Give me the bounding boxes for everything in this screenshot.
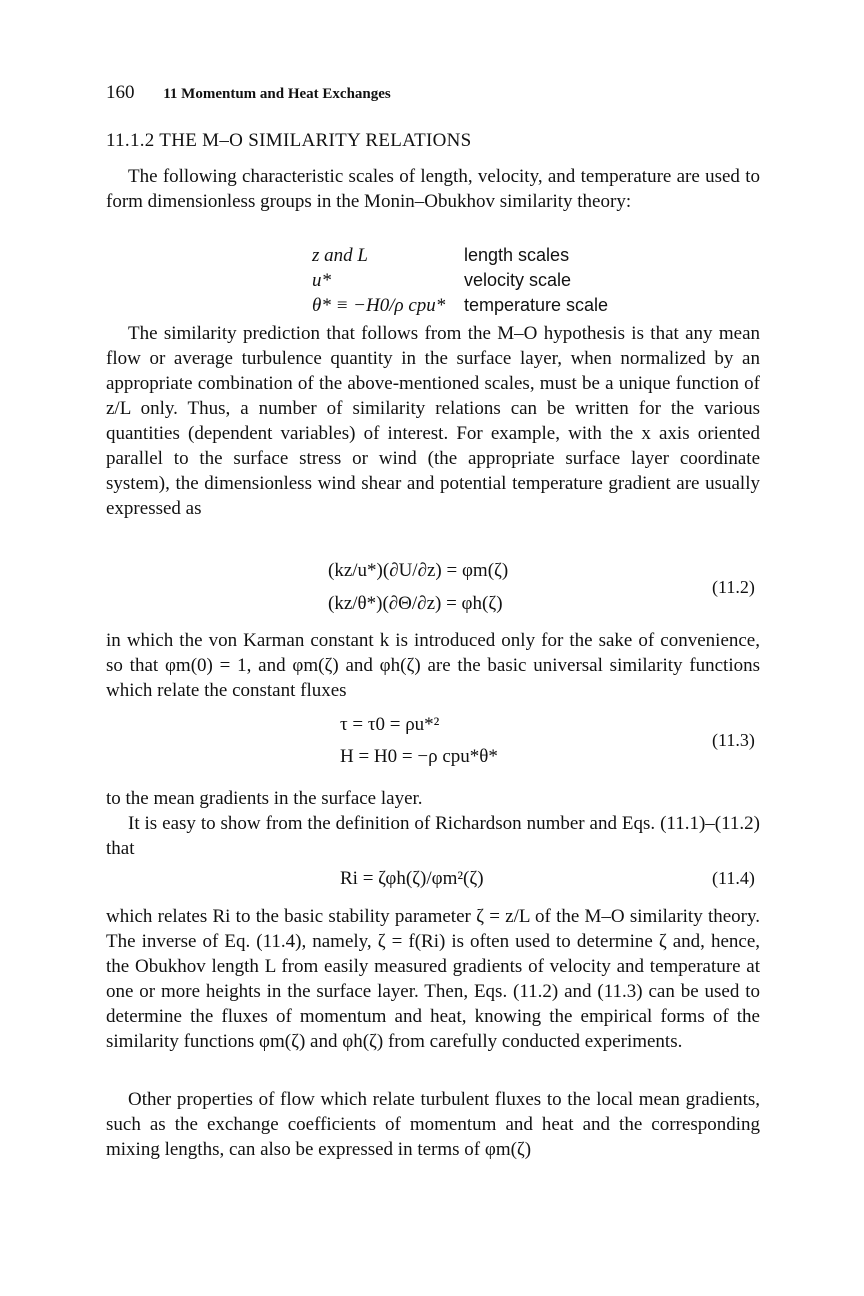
page-number: 160 bbox=[106, 82, 135, 103]
running-header bbox=[106, 82, 391, 104]
scale-symbol: u* bbox=[312, 270, 331, 291]
equation-11-3-line1: τ = τ0 = ρu*² bbox=[340, 714, 440, 735]
equation-11-4: Ri = ζφh(ζ)/φm²(ζ) bbox=[340, 868, 484, 889]
equation-11-3-line2: H = H0 = −ρ cpu*θ* bbox=[340, 746, 498, 767]
scale-description: velocity scale bbox=[464, 270, 572, 290]
equation-11-2-line1: (kz/u*)(∂U/∂z) = φm(ζ) bbox=[328, 560, 509, 581]
paragraph-stability: which relates Ri to the basic stability parameter ζ = z/L of the M–O similarity theory. The inverse of Eq. (11.4), namely, ζ = f(Ri) is often used to determine ζ and, hence, the Obukhov length L from easily measured gradients of velocity and temperature at one or more heights in the surface layer. Then, Eqs. (11.2) and (11.3) can be used to determine the fluxes of momentum and heat, knowing the empirical forms of the similarity functions φm(ζ) and φh(ζ) from carefully conducted experiments. bbox=[106, 906, 760, 1052]
scale-description: temperature scale bbox=[464, 295, 609, 315]
paragraph-similarity: The similarity prediction that follows from the M–O hypothesis is that any mean flow or average turbulence quantity in the surface layer, when normalized by an appropriate combination of the above-mentioned scales, must be a unique function of z/L only. Thus, a number of similarity relations can be written for the various quantities (dependent variables) of interest. For example, with the x axis oriented parallel to the surface stress or wind (the appropriate surface layer coordinate system), the dimensionless wind shear and potential temperature gradient are usually expressed as bbox=[106, 323, 760, 519]
scale-row bbox=[312, 268, 608, 293]
paragraph-richardson: It is easy to show from the definition of Richardson number and Eqs. (11.1)–(11.2) that bbox=[106, 813, 760, 859]
scale-description: length scales bbox=[464, 245, 570, 265]
equation-11-2-line2: (kz/θ*)(∂Θ/∂z) = φh(ζ) bbox=[328, 593, 503, 614]
paragraph-intro: The following characteristic scales of length, velocity, and temperature are used to form dimensionless groups in the Monin–Obukhov similarity theory: bbox=[106, 166, 760, 212]
equation-number-11-4: (11.4) bbox=[712, 868, 755, 888]
equation-number-11-3: (11.3) bbox=[712, 730, 755, 750]
equation-number-11-2: (11.2) bbox=[712, 577, 755, 597]
paragraph-mean-gradients: to the mean gradients in the surface layer. bbox=[106, 788, 423, 809]
section-heading: 11.1.2 THE M–O SIMILARITY RELATIONS bbox=[106, 130, 472, 151]
scales-table bbox=[312, 243, 608, 318]
scale-symbol: z and L bbox=[312, 245, 368, 266]
paragraph-other-properties: Other properties of flow which relate turbulent fluxes to the local mean gradients, such as the exchange coefficients of momentum and heat and the corresponding mixing lengths, can also be expressed in terms of φm(ζ) bbox=[106, 1089, 760, 1160]
chapter-title: 11 Momentum and Heat Exchanges bbox=[163, 86, 391, 102]
scale-row bbox=[312, 243, 608, 268]
paragraph-karman: in which the von Karman constant k is introduced only for the sake of convenience, so that φm(0) = 1, and φm(ζ) and φh(ζ) are the basic universal similarity functions which relate the constant fluxes bbox=[106, 630, 760, 701]
scale-symbol: θ* ≡ −H0/ρ cpu* bbox=[312, 295, 446, 316]
scale-row bbox=[312, 293, 608, 318]
